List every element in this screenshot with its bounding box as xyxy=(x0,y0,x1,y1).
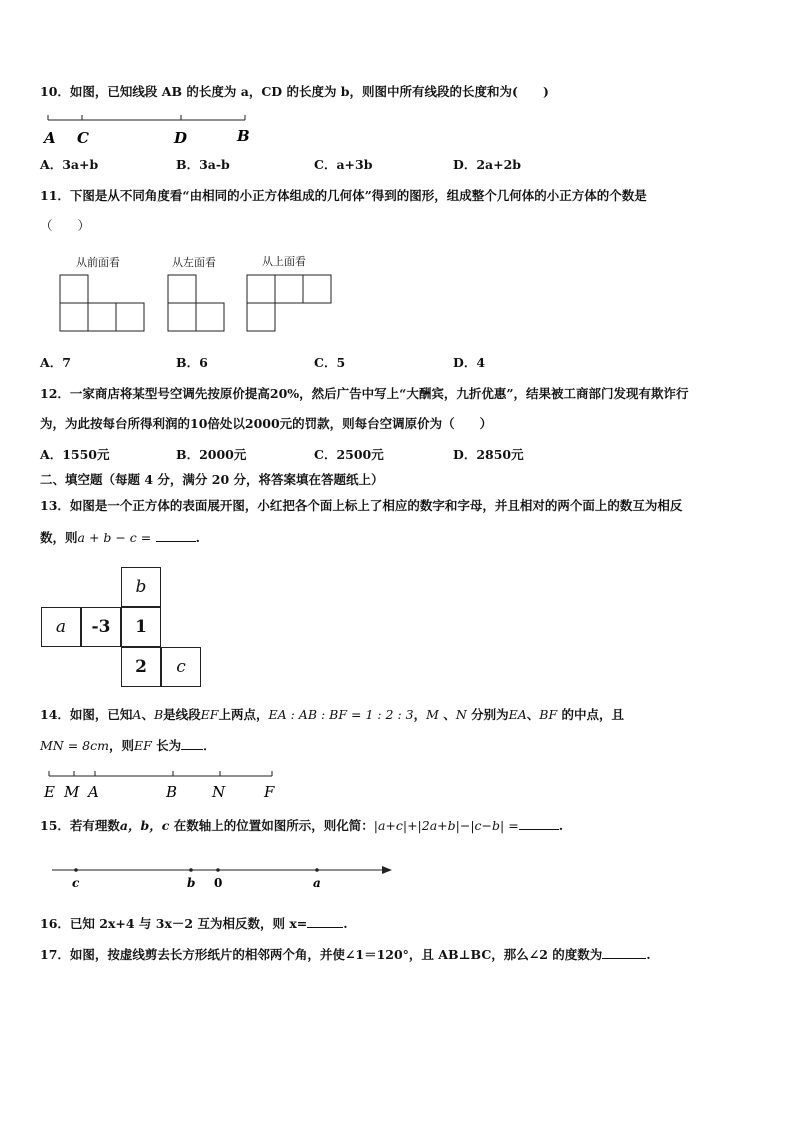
q12-option-c: C．2500元 xyxy=(314,447,384,462)
point-label-e: E xyxy=(44,783,55,801)
q12-stem-line1: 12．一家商店将某型号空调先按原价提高20%，然后广告中写上“大酬宾，九折优惠”，结果被工商部门发现有欺诈行 xyxy=(40,386,689,401)
q14-var-b: B xyxy=(153,707,164,722)
q13-expression: a + b − c = xyxy=(77,530,152,545)
q17-stem xyxy=(40,947,651,963)
net-cell-c: c xyxy=(161,647,201,687)
point-label-d: D xyxy=(174,129,188,147)
point-label-a: A xyxy=(44,129,56,147)
q14-mn: MN = 8cm xyxy=(40,738,109,753)
view-label-top: 从上面看 xyxy=(262,255,306,268)
q13-stem-line1: 13．如图是一个正方体的表面展开图，小红把各个面上标上了相应的数字和字母，并且相对的两个面上的数互为相反 xyxy=(40,498,683,513)
point-label-m: M xyxy=(64,783,80,801)
q13-answer-blank[interactable] xyxy=(156,541,196,542)
q14-var-ea: EA xyxy=(508,707,527,722)
axis-label-zero: 0 xyxy=(214,876,223,890)
q15-stem xyxy=(40,818,563,834)
q14-var-bf: BF xyxy=(539,707,558,722)
q14-text: 上两点， xyxy=(218,707,269,722)
q14-segment-figure xyxy=(40,768,280,802)
q14-var-a: A xyxy=(132,707,142,722)
q16-stem xyxy=(40,916,348,932)
q14-text: 长为 xyxy=(156,738,182,753)
q10-option-c: C．a+3b xyxy=(314,157,373,172)
q16-answer-blank[interactable] xyxy=(307,927,343,928)
q10-option-a: A．3a+b xyxy=(40,157,99,172)
q13-period: . xyxy=(195,530,200,545)
q15-text: 在数轴上的位置如图所示，则化简： xyxy=(173,818,374,833)
point-label-a: A xyxy=(88,783,99,801)
q16-period: . xyxy=(343,916,348,931)
q14-text: 14．如图，已知 xyxy=(40,707,133,722)
point-label-f: F xyxy=(264,783,275,801)
q13-stem-line2 xyxy=(40,530,200,546)
left-view xyxy=(168,275,224,331)
q14-var-ef: EF xyxy=(133,738,152,753)
q17-text: 17．如图，按虚线剪去长方形纸片的相邻两个角，并使∠1＝120°，且 AB⊥BC，那么∠2 的度数为 xyxy=(40,947,603,962)
q10-option-b: B．3a-b xyxy=(176,157,230,172)
axis-label-b: b xyxy=(187,876,196,890)
q10-segment-figure xyxy=(40,112,260,148)
q15-text: 15．若有理数 xyxy=(40,818,120,833)
front-view xyxy=(60,275,144,331)
section-heading: 二、填空题（每题 4 分，满分 20 分，将答案填在答题纸上） xyxy=(40,472,384,487)
q14-sep: 、 xyxy=(141,707,154,722)
q15-period: . xyxy=(558,818,564,833)
q11-stem: 11．下图是从不同角度看“由相同的小正方体组成的几何体”得到的图形，组成整个几何体的小正方体的个数是 xyxy=(40,188,647,203)
q14-var-n: N xyxy=(455,707,467,722)
top-view xyxy=(247,275,331,331)
q12-option-d: D．2850元 xyxy=(453,447,524,462)
q11-option-a: A．7 xyxy=(40,355,71,370)
net-cell-1: 1 xyxy=(121,607,161,647)
q12-option-b: B．2000元 xyxy=(176,447,247,462)
q10-option-d: D．2a+2b xyxy=(453,157,522,172)
q14-text: 分别为 xyxy=(471,707,509,722)
net-cell-a: a xyxy=(41,607,81,647)
q14-stem-line1: 14．如图，已知A、B是线段EF上两点，EA : AB : BF = 1 : 2 : 3，M 、N 分别为EA、BF 的中点，且 xyxy=(40,707,625,722)
q11-views-figure xyxy=(55,270,340,340)
q16-text: 16．已知 2x+4 与 3x－2 互为相反数，则 x= xyxy=(40,916,308,931)
view-label-left: 从左面看 xyxy=(172,256,216,269)
net-cell-neg3: -3 xyxy=(81,607,121,647)
q14-ratio: EA : AB : BF = 1 : 2 : 3 xyxy=(268,707,414,722)
q10-stem: 10．如图，已知线段 AB 的长度为 a，CD 的长度为 b，则图中所有线段的长度和为( ) xyxy=(40,84,549,99)
q14-stem-line2: MN = 8cm，则EF 长为 ． xyxy=(40,738,216,753)
q11-paren: （ ） xyxy=(40,218,91,233)
q12-stem-line2: 为，为此按每台所得利润的10倍处以2000元的罚款，则每台空调原价为（ ） xyxy=(40,416,493,431)
axis-label-a: a xyxy=(313,876,321,890)
q15-number-line xyxy=(48,862,398,892)
point-label-b: B xyxy=(166,783,178,801)
point-label-c: C xyxy=(77,129,89,147)
q17-period: . xyxy=(646,947,651,962)
q14-text: 的中点，且 xyxy=(561,707,625,722)
q12-option-a: A．1550元 xyxy=(40,447,110,462)
q14-text: 是线段 xyxy=(163,707,201,722)
q14-text: ，则 xyxy=(108,738,134,753)
q11-option-d: D．4 xyxy=(453,355,486,370)
q11-option-b: B．6 xyxy=(176,355,208,370)
net-cell-2: 2 xyxy=(121,647,161,687)
axis-label-c: c xyxy=(72,876,80,890)
point-label-b: B xyxy=(237,127,250,145)
view-label-front: 从前面看 xyxy=(76,256,120,269)
point-label-n: N xyxy=(212,783,226,801)
net-cell-b: b xyxy=(121,567,161,607)
q14-var-ef: EF xyxy=(200,707,219,722)
q14-var-m: M xyxy=(426,707,439,722)
q13-prefix: 数，则 xyxy=(40,530,78,545)
q14-answer-blank[interactable] xyxy=(181,749,203,750)
q17-answer-blank[interactable] xyxy=(602,958,646,959)
q15-expression: |a+c|+|2a+b|−|c−b| = xyxy=(373,818,519,833)
q11-option-c: C．5 xyxy=(314,355,346,370)
q15-answer-blank[interactable] xyxy=(519,829,559,830)
q15-vars: a，b，c xyxy=(119,818,170,833)
